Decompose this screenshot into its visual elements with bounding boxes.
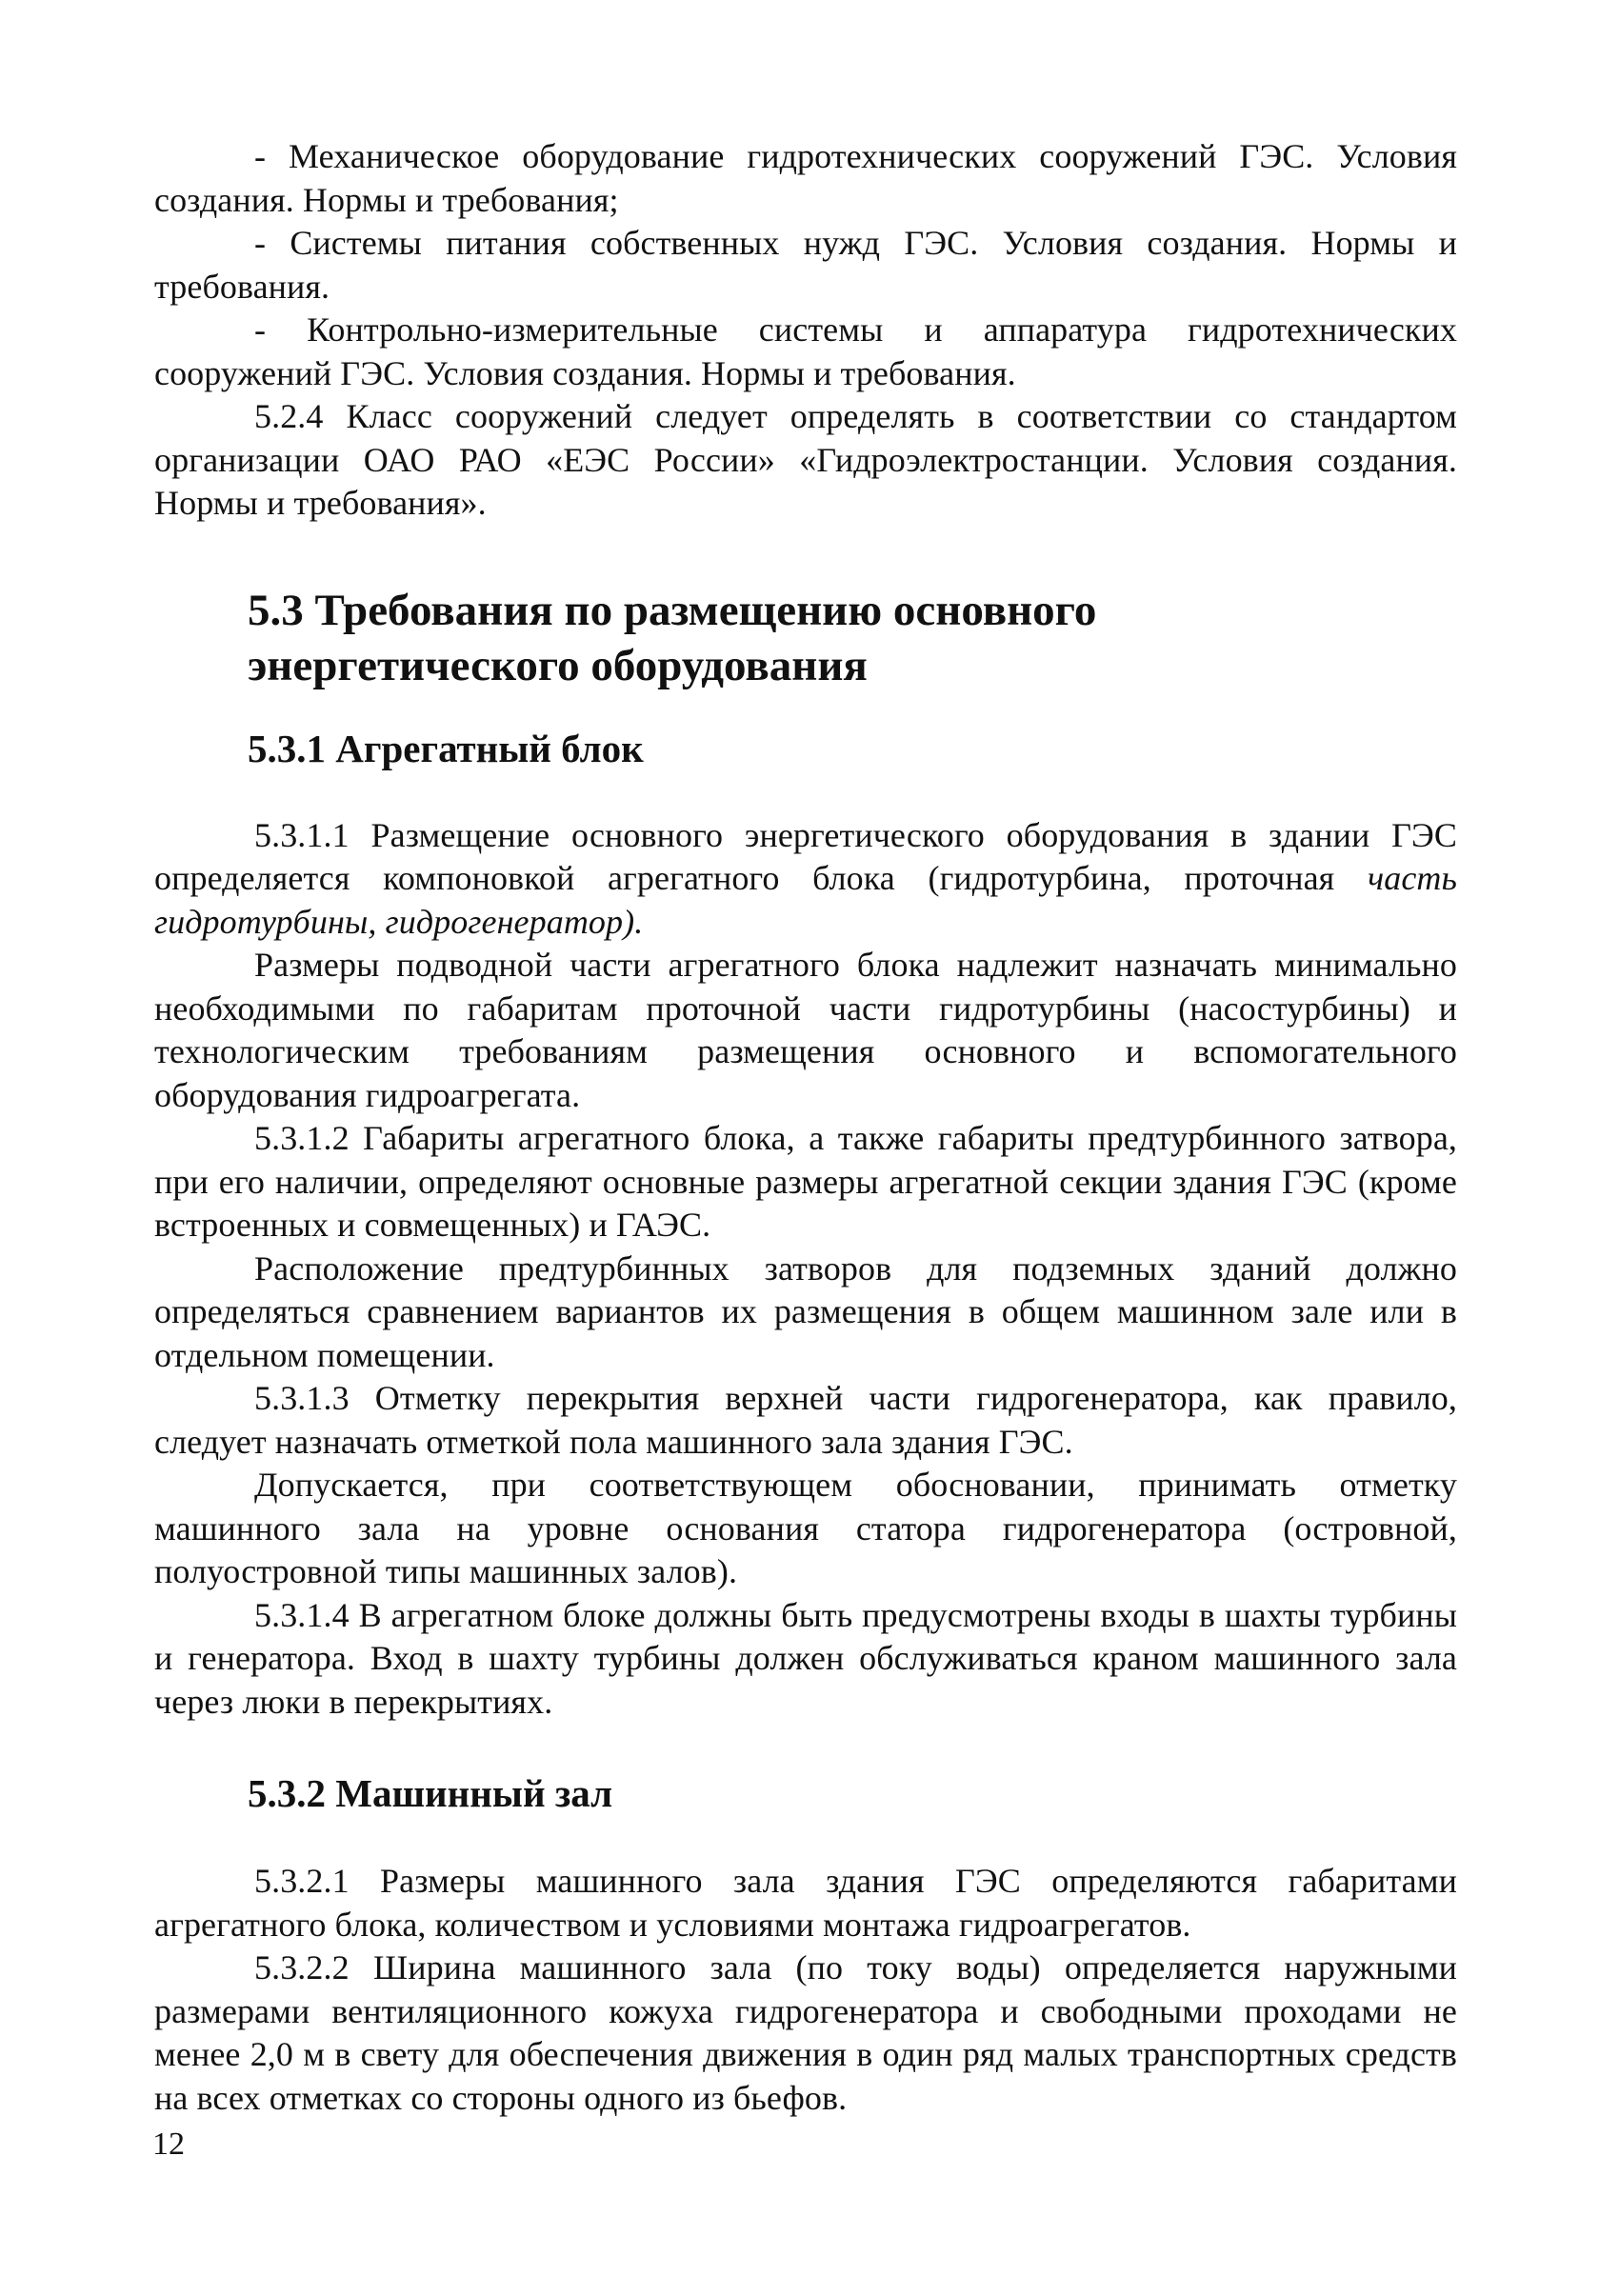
subsection-title-5-3-2: 5.3.2 Машинный зал xyxy=(248,1771,613,1815)
paragraph-5-3-1-1 xyxy=(154,814,1457,945)
list-item-measurement-systems: - Контрольно-измерительные системы и аппаратура гидротехнических сооружений ГЭС. Условия создания. Нормы и требования. xyxy=(154,310,1457,392)
page-number: 12 xyxy=(152,2126,185,2162)
paragraph-5-3-1-1-italic: часть гидротурбины, гидрогенератор). xyxy=(154,859,1457,941)
paragraph-5-3-2-2: 5.3.2.2 Ширина машинного зала (по току воды) определяется наружными размерами вентиляционного кожуха гидрогенератора и свободными проходами не менее 2,0 м в свету для обеспечения движения в один ряд малых транспортных средств на всех отметках со стороны одного из бьефов. xyxy=(154,1948,1457,2117)
paragraph-5-3-1-3: 5.3.1.3 Отметку перекрытия верхней части гидрогенератора, как правило, следует назначать отметкой пола машинного зала здания ГЭС. xyxy=(154,1379,1457,1461)
paragraph-underwater-dimensions: Размеры подводной части агрегатного блока надлежит назначать минимально необходимыми по габаритам проточной части гидротурбины (насостурбины) и технологическим требованиям размещения основного и вспомогательного оборудования гидроагрегата. xyxy=(154,946,1457,1114)
paragraph-shutter-placement: Расположение предтурбинных затворов для подземных зданий должно определяться сравнением вариантов их размещения в общем машинном зале или в отдельном помещении. xyxy=(154,1248,1457,1374)
subsection-title-5-3-1: 5.3.1 Агрегатный блок xyxy=(248,726,644,770)
paragraph-5-3-2-1: 5.3.2.1 Размеры машинного зала здания ГЭС определяются габаритами агрегатного блока, количеством и условиями монтажа гидроагрегатов. xyxy=(154,1862,1457,1944)
paragraph-stator-level: Допускается, при соответствующем обосновании, принимать отметку машинного зала на уровне основания статора гидрогенератора (островной, полуостровной типы машинных залов). xyxy=(154,1466,1457,1590)
list-item-power-systems: - Системы питания собственных нужд ГЭС. Условия создания. Нормы и требования. xyxy=(154,224,1457,306)
paragraph-5-2-4: 5.2.4 Класс сооружений следует определять в соответствии со стандартом организации ОАО РАО «ЕЭС России» «Гидроэлектростанции. Условия создания. Нормы и требования». xyxy=(154,397,1457,522)
document-page xyxy=(154,135,1457,2120)
paragraph-5-3-1-1-text: 5.3.1.1 Размещение основного энергетического оборудования в здании ГЭС определяется компоновкой агрегатного блока (гидротурбина, проточная xyxy=(154,815,1457,897)
paragraph-5-3-1-2: 5.3.1.2 Габариты агрегатного блока, а также габариты предтурбинного затвора, при его наличии, определяют основные размеры агрегатной секции здания ГЭС (кроме встроенных и совмещенных) и ГАЭС. xyxy=(154,1119,1457,1244)
paragraph-5-3-1-4: 5.3.1.4 В агрегатном блоке должны быть предусмотрены входы в шахты турбины и генератора. Вход в шахту турбины должен обслуживаться краном машинного зала через люки в перекрытиях. xyxy=(154,1595,1457,1721)
section-title-5-3: 5.3 Требования по размещению основного энергетического оборудования xyxy=(248,585,1097,690)
list-item-mechanical-equipment: - Механическое оборудование гидротехнических сооружений ГЭС. Условия создания. Нормы и требования; xyxy=(154,137,1457,219)
